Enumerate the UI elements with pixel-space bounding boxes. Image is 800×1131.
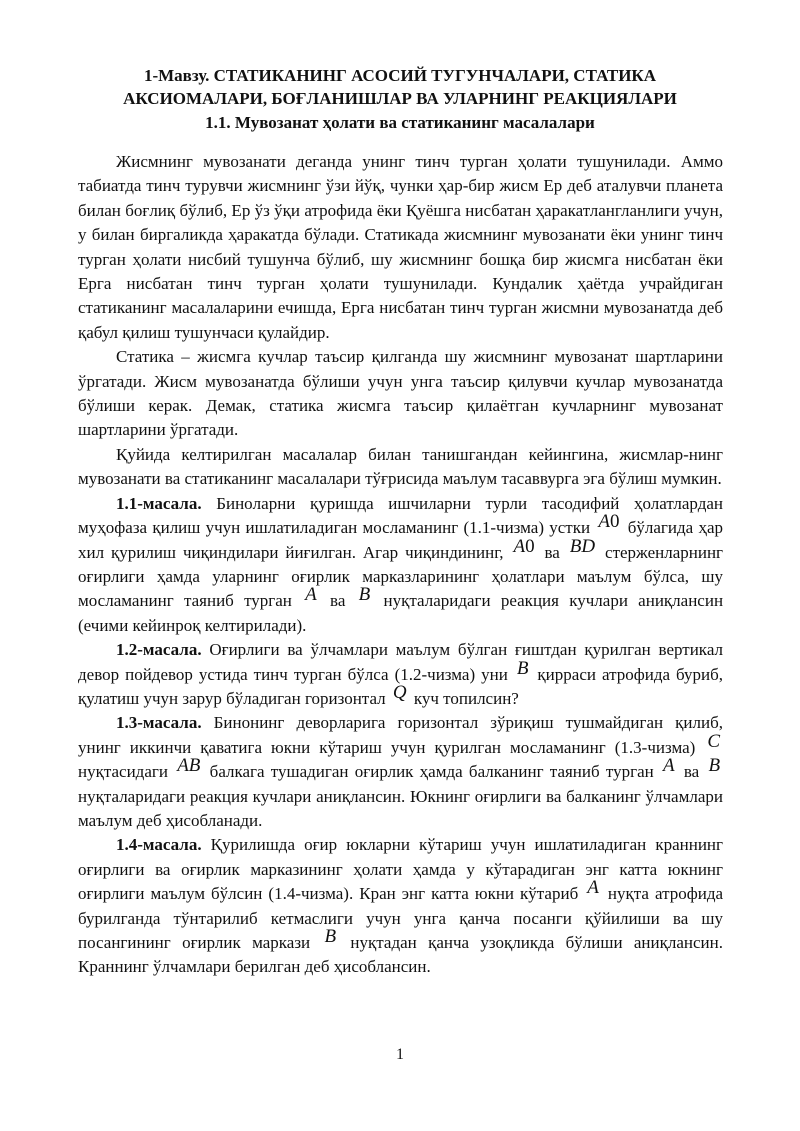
problem-1-3-label: 1.3-масала.: [116, 713, 202, 733]
math-symbol: A: [587, 877, 599, 899]
problem-1-1-text-5: ва: [330, 591, 346, 611]
title-block: [80, 64, 720, 135]
problem-1-1-label: 1.1-масала.: [116, 493, 202, 513]
problem-1-4-label: 1.4-масала.: [116, 835, 202, 855]
problem-1-3-text-2: нуқтасидаги: [78, 762, 168, 782]
problem-1-1-text-2: бўлагида ҳар хил қурилиш чиқиндилари йиғилган. Агар чиқиндининг,: [78, 518, 723, 562]
math-symbol: B: [358, 584, 371, 606]
math-symbol: A0: [513, 535, 535, 557]
problem-1-1-text-1: Бинoларни қуришда ишчиларни турли тасодифий ҳолатлардан муҳофаза қилиш учун ишлатиладиган мосламанинг (1.1-чизма) устки: [78, 493, 723, 538]
problem-1-1-text-4: стерженларнинг оғирлиги ҳамда уларнинг оғирлик марказларининг ҳолатлари маълум бўлса, шу мосламанинг таяниб турган: [78, 542, 724, 611]
problem-1-4: [78, 833, 723, 979]
paragraph-statics-definition: Статика – жисмга кучлар таъсир қилганда шу жисмнинг мувозанат шартларини ўргатади. Жисм мувозанатда бўлиши учун унга таъсир қилувчи кучлар мувозанатда бўлиши керак. Демак, статика жисмга таъсир қилаётган кучларнинг мувозанат шартларини ўргатади.: [78, 347, 723, 440]
problem-1-1-text-6: нуқталаридаги реакция кучлари аниқлансин (ечими кейинроқ келтирилади).: [78, 591, 724, 635]
problem-1-3: [78, 711, 723, 833]
problem-1-2-label: 1.2-масала.: [116, 640, 202, 660]
problem-1-3-text-3: балкага тушадиган оғирлик ҳамда балканинг таяниб турган: [209, 762, 654, 782]
paragraph-equilibrium-definition: Жисмнинг мувозанати деганда унинг тинч турган ҳолати тушунилади. Аммо табиатда тинч турувчи жисмнинг ўзи йўқ, чунки ҳар-бир жисм Ер деб аталувчи планета билан боғлиқ бўлиб, Ер ўз ўқи атрофида ёки Қуёшга нисбатан ҳаракатлангланлиги учун, у билан биргаликда ҳаракатда бўлади. Статикада жисмнинг мувозанати ёки унинг тинч турган ҳолати нисбий тушунча бўлиб, шу жисмнинг бошқа бир жисмга нисбатан ёки Ерга нисбатан тинч турган ҳолати тушунилади. Кундалик ҳаётда учрайдиган статиканинг масалаларини ечишда, Ерга нисбатан тинч турган жисмни мувозанатда деб қабул қилиш тушунчаси қулайдир.: [78, 152, 723, 342]
problem-1-4-text-3: нуқтадан қанча узоқликда бўлиши аниқлансин. Краннинг ўлчамлари берилган деб ҳисоблансин.: [78, 933, 723, 977]
section-subtitle: 1.1. Мувозанат ҳолати ва статиканинг масалалари: [205, 113, 595, 132]
math-symbol: AB: [177, 755, 201, 777]
page-number: 1: [396, 1046, 404, 1063]
problem-1-3-text-1: Бинонинг деворларига горизонтал зўриқиш тушмайдиган қилиб, унинг иккинчи қаватига юкни кўтариш учун қурилган мосламанинг (1.3-чизма): [78, 713, 723, 757]
problem-1-3-text-5: нуқталаридаги реакция кучлари аниқлансин. Юкнинг оғирлиги ва балканинг ўлчамлари маълум деб ҳисобланади.: [78, 786, 723, 830]
problem-1-2-text-1: Оғирлиги ва ўлчамлари маълум бўлган ғиштдан қурилган вертикал девор пойдевор устида тинч турган бўлса (1.2-чизма) уни: [78, 640, 723, 684]
title-line-1: 1-Мавзу. СТАТИКАНИНГ АСОСИЙ ТУГУНЧАЛАРИ, СТАТИКА: [143, 66, 657, 85]
problem-1-2: [78, 638, 723, 711]
title-line-2: АКСИОМАЛАРИ, БОҒЛАНИШЛАР ВА УЛАРНИНГ РЕАКЦИЯЛАРИ: [123, 89, 677, 108]
problem-1-3-text-4: ва: [683, 762, 700, 782]
math-symbol: C: [707, 730, 721, 752]
math-symbol: A0: [598, 511, 620, 533]
problem-1-4-text-2: нуқта атрофида бурилганда тўнтарилиб кетмаслиги учун унга қанча посанги қўйилиши ва шу посангининг оғирлик маркази: [78, 884, 724, 952]
problem-1-4-text-1: Қурилишда оғир юкларни кўтариш учун ишлатиладиган краннинг оғирлиги ва оғирлик марказининг ҳолати ҳамда у кўтарадиган энг катта юкнинг оғирлиги маълум бўлсин (1.4-чизма). Кран энг катта юкни кўтариб: [78, 835, 723, 904]
math-symbol: B: [708, 755, 721, 777]
math-symbol: B: [516, 657, 529, 679]
math-symbol: Q: [392, 681, 407, 703]
paragraph-intro-problems: Қуйида келтирилган масалалар билан танишгандан кейингина, жисмлар-нинг мувозанати ва статиканинг масалалари тўғрисида маълум тасаввурга эга бўлиш мумкин.: [78, 444, 723, 489]
math-symbol: B: [324, 926, 337, 947]
math-symbol: A: [305, 584, 317, 606]
problem-1-2-text-2: қирраси атрофида буриб, қулатиш учун зарур бўладиган горизонтал: [78, 664, 724, 708]
math-symbol: BD: [569, 535, 596, 557]
problem-1-1: [78, 492, 723, 638]
problem-1-1-text-3: ва: [544, 542, 560, 562]
math-symbol: A: [662, 755, 675, 777]
body-text: [78, 150, 723, 980]
problem-1-2-text-3: куч топилсин?: [413, 688, 519, 708]
